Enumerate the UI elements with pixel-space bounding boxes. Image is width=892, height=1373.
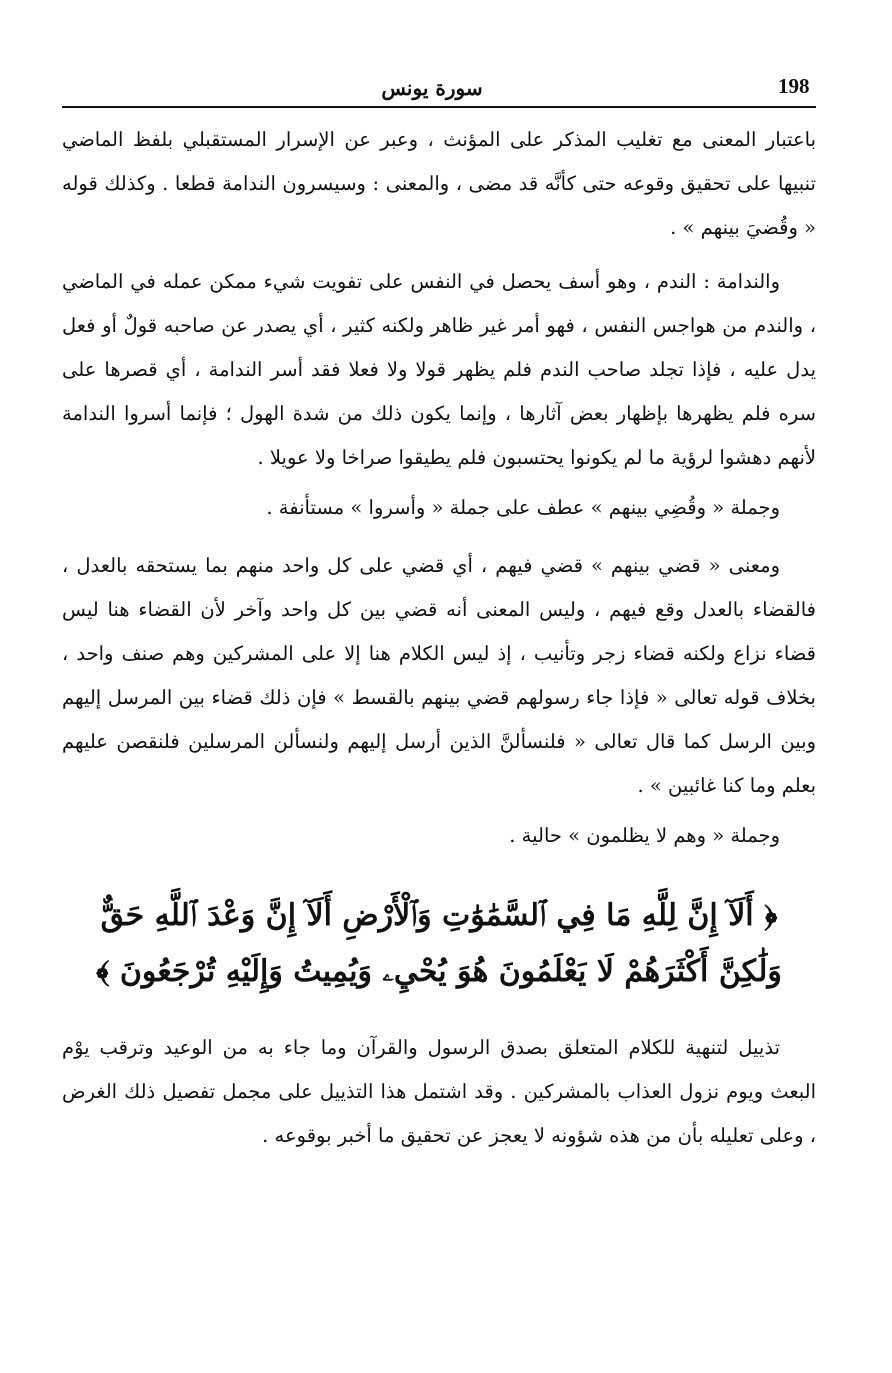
commentary-text xyxy=(62,118,816,1158)
book-page xyxy=(62,68,816,1158)
paragraph-5: وجملة « وهم لا يظلمون » حالية . xyxy=(509,824,780,847)
paragraph-2: والندامة : الندم ، وهو أسف يحصل في النفس على تفويت شيء ممكن عمله في الماضي ، والندم من هواجس النفس ، فهو أمر غير ظاهر ولكنه كثير ، أي يصدر عن صاحبه قولٌ أو فعل يدل عليه ، فإذا تجلد صاحب الندم فلم يظهر قولا ولا فعلا فقد أسر الندامة ، أي قصرها على سره فلم يظهرها بإظهار بعض آثارها ، وإنما يكون ذلك من شدة الهول ؛ فإنما أسروا الندامة لأنهم دهشوا لرؤية ما لم يكونوا يحتسبون فلم يطيقوا صراخا ولا عويلا . xyxy=(62,270,816,469)
running-title: سورة يونس xyxy=(381,76,483,100)
page-number: 198 xyxy=(778,74,810,98)
quran-verse xyxy=(62,888,816,1000)
paragraph-6: تذييل لتنهية للكلام المتعلق بصدق الرسول والقرآن وما جاء به من الوعيد وترقب يوْم البعث ويوم نزول العذاب بالمشركين . وقد اشتمل هذا التذييل على مجمل تفصيل ذلك الغرض ، وعلى تعليله بأن من هذه شؤونه لا يعجز عن تحقيق ما أخبر بوقوعه . xyxy=(62,1036,816,1147)
page-header xyxy=(62,68,816,108)
verse-text: أَلَآ إِنَّ لِلَّهِ مَا فِي ٱلسَّمَٰوَٰتِ وَٱلْأَرْضِ أَلَآ إِنَّ وَعْدَ ٱللَّهِ حَقٌّ وَلَٰكِنَّ أَكْثَرَهُمْ لَا يَعْلَمُونَ هُوَ يُحْيِۦ وَيُمِيتُ وَإِلَيْهِ تُرْجَعُونَ xyxy=(100,898,782,989)
verse-close-bracket: ﴾ xyxy=(96,954,110,989)
paragraph-4: ومعنى « قضي بينهم » قضي فيهم ، أي قضي على كل واحد منهم بما يستحقه بالعدل ، فالقضاء بالعدل وقع فيهم ، وليس المعنى أنه قضي بين كل واحد وآخر لأن القضاء هنا ليس قضاء نزاع ولكنه قضاء زجر وتأنيب ، إذ ليس الكلام هنا إلا على المشركين وهم صنف واحد ، بخلاف قوله تعالى « فإذا جاء رسولهم قضي بينهم بالقسط » فإن ذلك قضاء بين المرسل إليهم وبين الرسل كما قال تعالى « فلنسألنَّ الذين أرسل إليهم ولنسألن المرسلين فلنقصن عليهم بعلم وما كنا غائبين » . xyxy=(62,554,816,797)
verse-open-bracket: ﴿ xyxy=(764,898,778,933)
paragraph-3: وجملة « وقُضِي بينهم » عطف على جملة « وأسروا » مستأنفة . xyxy=(266,496,780,519)
paragraph-1: باعتبار المعنى مع تغليب المذكر على المؤنث ، وعبر عن الإسرار المستقبلي بلفظ الماضي تنبيها على تحقيق وقوعه حتى كأنَّه قد مضى ، والمعنى : وسيسرون الندامة قطعا . وكذلك قوله « وقُضيَ بينهم » . xyxy=(62,128,816,239)
